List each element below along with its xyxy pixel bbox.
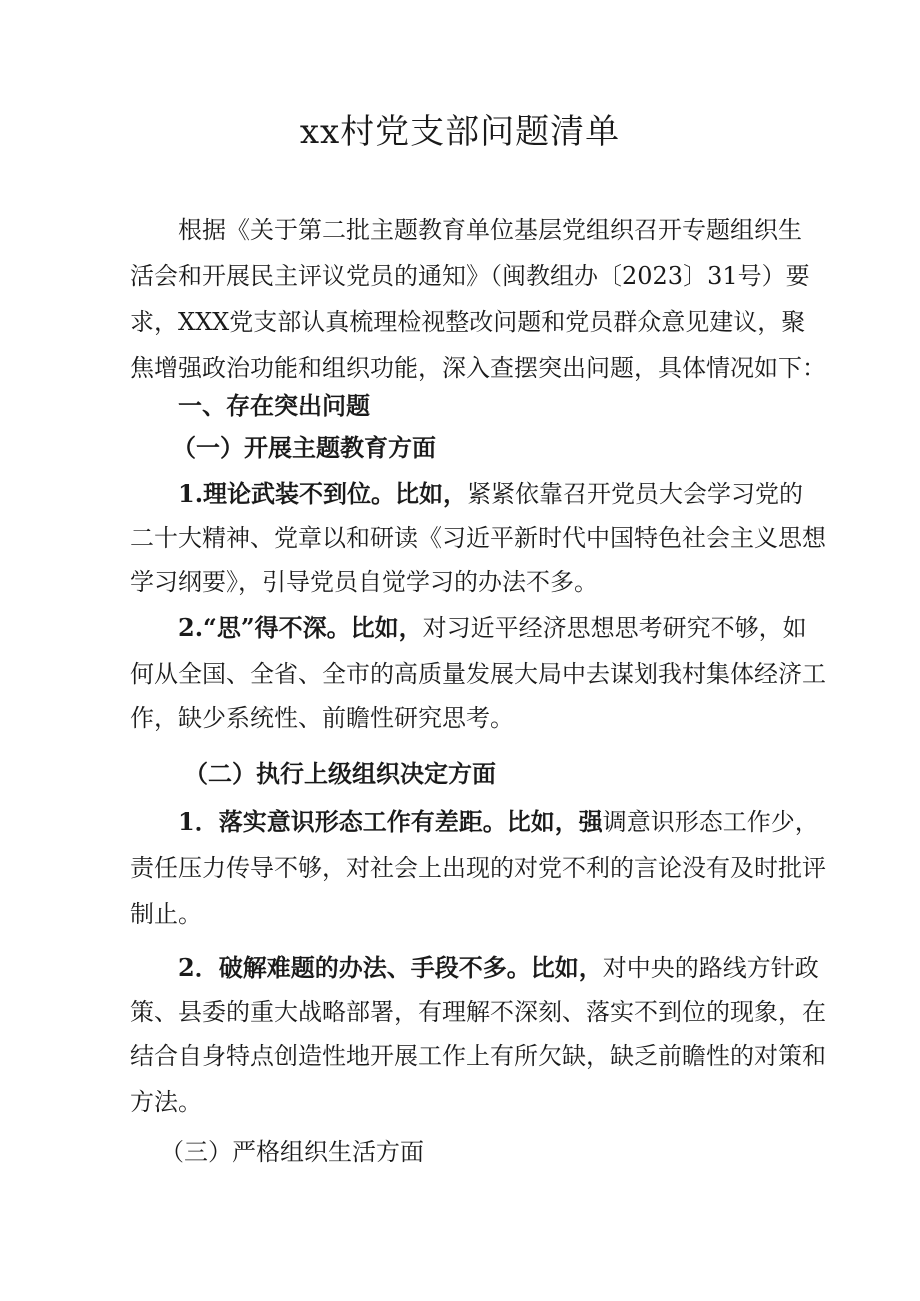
item-1-2-lead: 2.“思”得不深。比如， (178, 613, 423, 642)
subsection-heading-3: （三）严格组织生活方面 (160, 1138, 424, 1166)
intro-line-3: 求，XXX党支部认真梳理检视整改问题和党员群众意见建议，聚 (130, 308, 806, 336)
item-1-2-line-3: 作，缺少系统性、前瞻性研究思考。 (130, 704, 514, 732)
item-2-2-line-1-text: 对中央的路线方针政 (602, 954, 819, 982)
item-1-1-line-1 (178, 478, 804, 510)
item-2-1-line-2: 责任压力传导不够，对社会上出现的对党不利的言论没有及时批评 (130, 854, 826, 882)
item-2-2-line-3: 结合自身特点创造性地开展工作上有所欠缺，缺乏前瞻性的对策和 (130, 1042, 826, 1070)
intro-line-2: 活会和开展民主评议党员的通知》（闽教组办〔2023〕31号）要 (130, 262, 810, 290)
subsection-heading-1: （一）开展主题教育方面 (172, 433, 436, 462)
item-1-1-line-2: 二十大精神、党章以和研读《习近平新时代中国特色社会主义思想 (130, 524, 826, 552)
item-2-2-line-4: 方法。 (130, 1088, 202, 1116)
item-2-1-lead: 1．落实意识形态工作有差距。比如，强 (178, 807, 603, 836)
item-2-2-line-2: 策、县委的重大战略部署，有理解不深刻、落实不到位的现象，在 (130, 998, 826, 1026)
item-2-2-line-1 (178, 952, 819, 984)
item-1-2-line-2: 何从全国、全省、全市的高质量发展大局中去谋划我村集体经济工 (130, 660, 826, 688)
item-1-1-line-3: 学习纲要》，引导党员自觉学习的办法不多。 (130, 568, 598, 596)
item-1-1-line-1-text: 紧紧依靠召开党员大会学习党的 (467, 480, 804, 508)
intro-line-1: 根据《关于第二批主题教育单位基层党组织召开专题组织生 (178, 216, 802, 244)
item-1-2-line-1-text: 对习近平经济思想思考研究不够，如 (422, 614, 807, 642)
item-2-2-lead: 2．破解难题的办法、手段不多。比如， (178, 953, 603, 982)
item-1-1-lead: 1.理论武装不到位。比如， (178, 479, 468, 508)
item-2-1-line-3: 制止。 (130, 900, 202, 928)
item-2-1-line-1-text: 调意识形态工作少， (602, 808, 819, 836)
section-heading-1: 一、存在突出问题 (178, 391, 370, 420)
intro-line-4: 焦增强政治功能和组织功能，深入查摆突出问题，具体情况如下： (130, 354, 826, 382)
item-1-2-line-1 (178, 612, 807, 644)
document-title: xx村党支部问题清单 (299, 112, 621, 152)
item-2-1-line-1 (178, 806, 819, 838)
subsection-heading-2: （二）执行上级组织决定方面 (184, 759, 496, 788)
